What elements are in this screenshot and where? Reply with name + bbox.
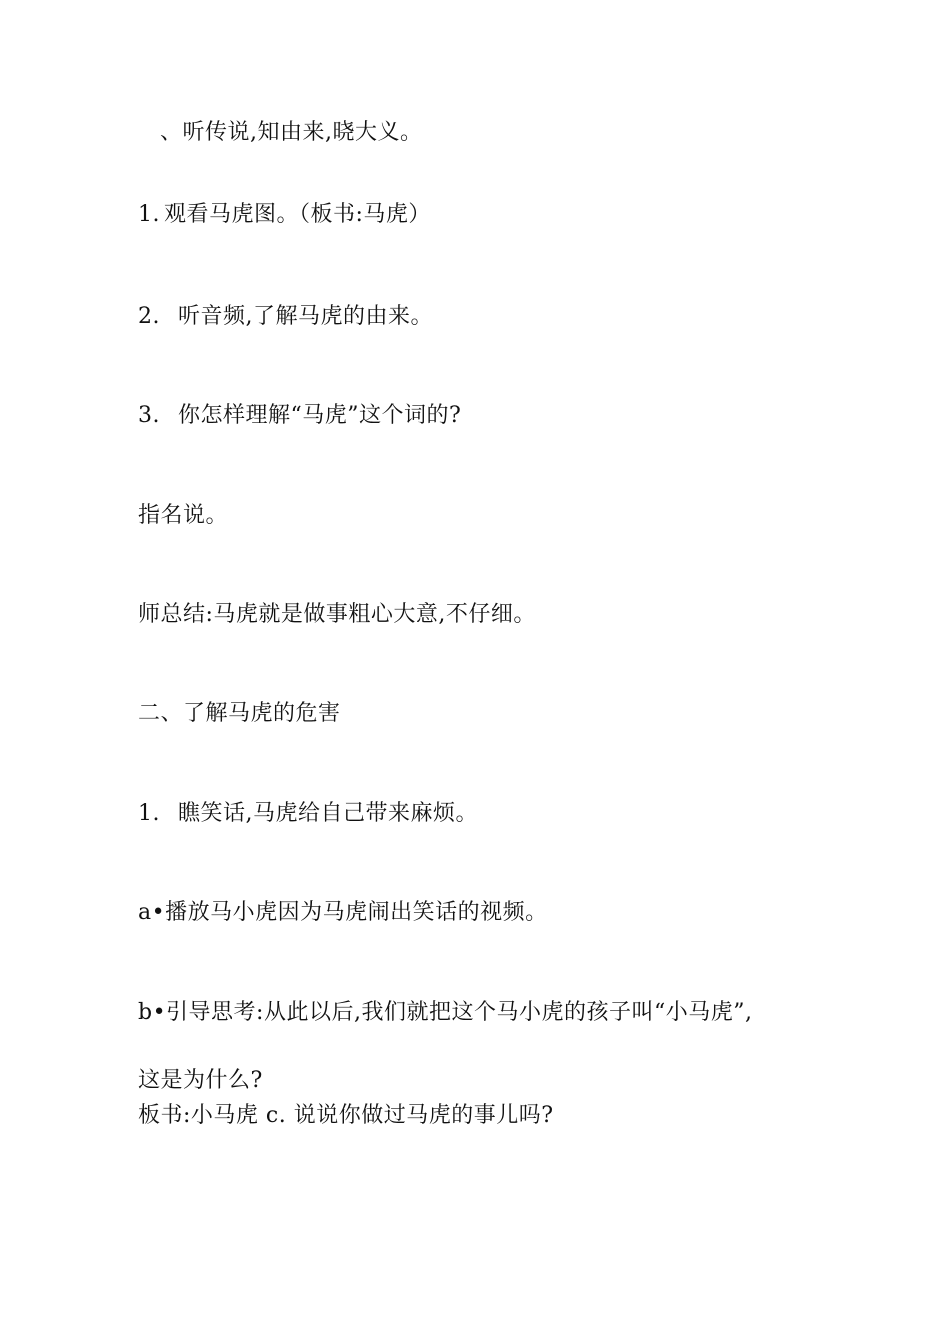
paragraph-line — [138, 998, 752, 1028]
line-text: 师总结:马虎就是做事粗心大意,不仔细。 — [138, 602, 536, 627]
list-item-3 — [138, 401, 461, 431]
list-item-2 — [138, 302, 433, 332]
paragraph-line — [138, 501, 228, 531]
paragraph-line — [138, 1066, 263, 1096]
line-text: 观看马虎图。（板书:马虎） — [164, 202, 431, 227]
list-number: 2. — [138, 304, 160, 329]
line-text: 这是为什么? — [138, 1068, 263, 1093]
list-item-1 — [138, 200, 431, 230]
paragraph-line — [138, 898, 548, 928]
paragraph-line — [138, 600, 536, 630]
section-heading-2 — [138, 699, 341, 729]
list-number: 1. — [138, 202, 160, 227]
list-item-4 — [138, 799, 478, 829]
line-text: 你怎样理解“马虎”这个词的? — [178, 403, 462, 428]
list-number: 1. — [138, 801, 160, 826]
list-number: 3. — [138, 403, 160, 428]
paragraph-line — [138, 1101, 554, 1131]
line-text: 板书:小马虎 c. 说说你做过马虎的事儿吗? — [138, 1103, 554, 1128]
line-text: 瞧笑话,马虎给自己带来麻烦。 — [178, 801, 478, 826]
line-text: 指名说。 — [138, 503, 229, 528]
line-text: a•播放马小虎因为马虎闹出笑话的视频。 — [138, 900, 548, 925]
section-heading-1 — [160, 118, 423, 148]
line-text: 二、了解马虎的危害 — [138, 701, 341, 726]
line-text: 、听传说,知由来,晓大义。 — [160, 120, 423, 145]
line-text: b•引导思考:从此以后,我们就把这个马小虎的孩子叫“小马虎”, — [138, 1000, 753, 1025]
line-text: 听音频,了解马虎的由来。 — [178, 304, 433, 329]
